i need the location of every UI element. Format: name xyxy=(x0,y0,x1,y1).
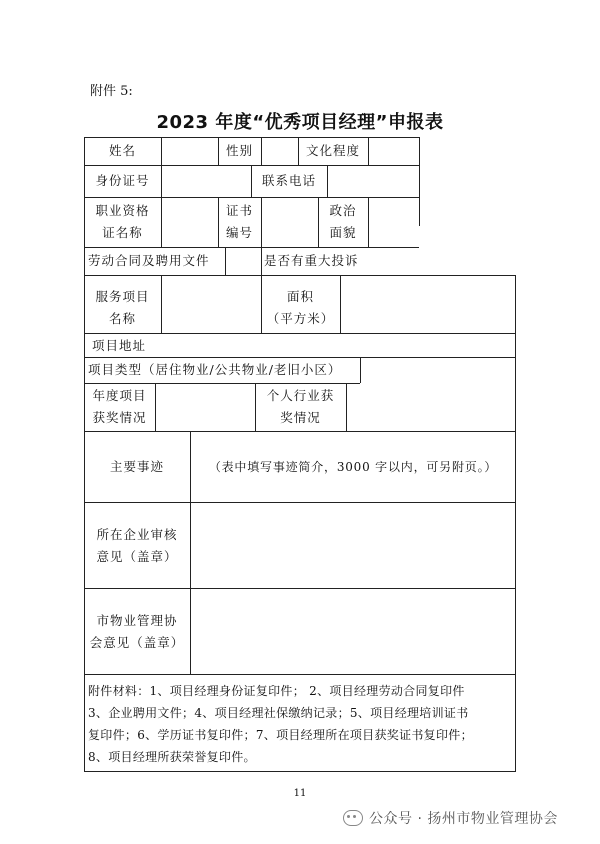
label-address: 项目地址 xyxy=(92,338,147,353)
label-cert-2: 编号 xyxy=(225,225,253,240)
label-phone: 联系电话 xyxy=(261,173,316,188)
watermark xyxy=(343,808,558,828)
watermark-text: 公众号 · 扬州市物业管理协会 xyxy=(369,811,558,827)
label-qualification-1: 职业资格 xyxy=(95,203,150,218)
materials-line-4: 8、项目经理所获荣誉复印件。 xyxy=(88,750,256,764)
label-project-type: 项目类型（居住物业/公共物业/老旧小区） xyxy=(88,362,342,377)
label-association-1: 市物业管理协 xyxy=(96,613,178,628)
materials-line-3: 复印件；6、学历证书复印件；7、项目经理所在项目获奖证书复印件； xyxy=(88,728,473,742)
label-area-2: （平方米） xyxy=(266,311,335,326)
label-area-1: 面积 xyxy=(286,289,314,304)
label-qualification-2: 证名称 xyxy=(102,225,143,240)
label-cert-1: 证书 xyxy=(225,203,253,218)
deeds-hint: （表中填写事迹简介，3000 字以内，可另附页。） xyxy=(208,460,498,474)
label-name: 姓名 xyxy=(108,143,136,158)
materials-line-2: 3、企业聘用文件；4、项目经理社保缴纳记录；5、项目经理培训证书 xyxy=(88,706,469,720)
wechat-icon xyxy=(343,810,363,826)
label-complaint: 是否有重大投诉 xyxy=(264,253,359,268)
label-service-1: 服务项目 xyxy=(95,289,150,304)
label-gender: 性别 xyxy=(225,143,253,158)
label-association-2: 会意见（盖章） xyxy=(89,635,185,650)
label-company-1: 所在企业审核 xyxy=(96,527,178,542)
label-political-1: 政治 xyxy=(329,203,357,218)
label-personal-1: 个人行业获 xyxy=(266,388,335,403)
attachment-label: 附件 5: xyxy=(90,84,133,99)
materials-line-1: 附件材料：1、项目经理身份证复印件； 2、项目经理劳动合同复印件 xyxy=(88,684,465,698)
page-number: 11 xyxy=(293,788,307,799)
label-company-2: 意见（盖章） xyxy=(96,549,178,564)
label-award-2: 获奖情况 xyxy=(92,410,147,425)
label-service-2: 名称 xyxy=(108,311,136,326)
label-award-1: 年度项目 xyxy=(92,388,147,403)
label-education: 文化程度 xyxy=(305,143,360,158)
label-personal-2: 奖情况 xyxy=(280,410,321,425)
label-id-number: 身份证号 xyxy=(95,173,150,188)
label-contract: 劳动合同及聘用文件 xyxy=(88,253,210,268)
page-title: 2023 年度“优秀项目经理”申报表 xyxy=(156,112,444,133)
label-political-2: 面貌 xyxy=(329,225,357,240)
application-form xyxy=(84,137,516,772)
label-deeds: 主要事迹 xyxy=(109,459,164,474)
